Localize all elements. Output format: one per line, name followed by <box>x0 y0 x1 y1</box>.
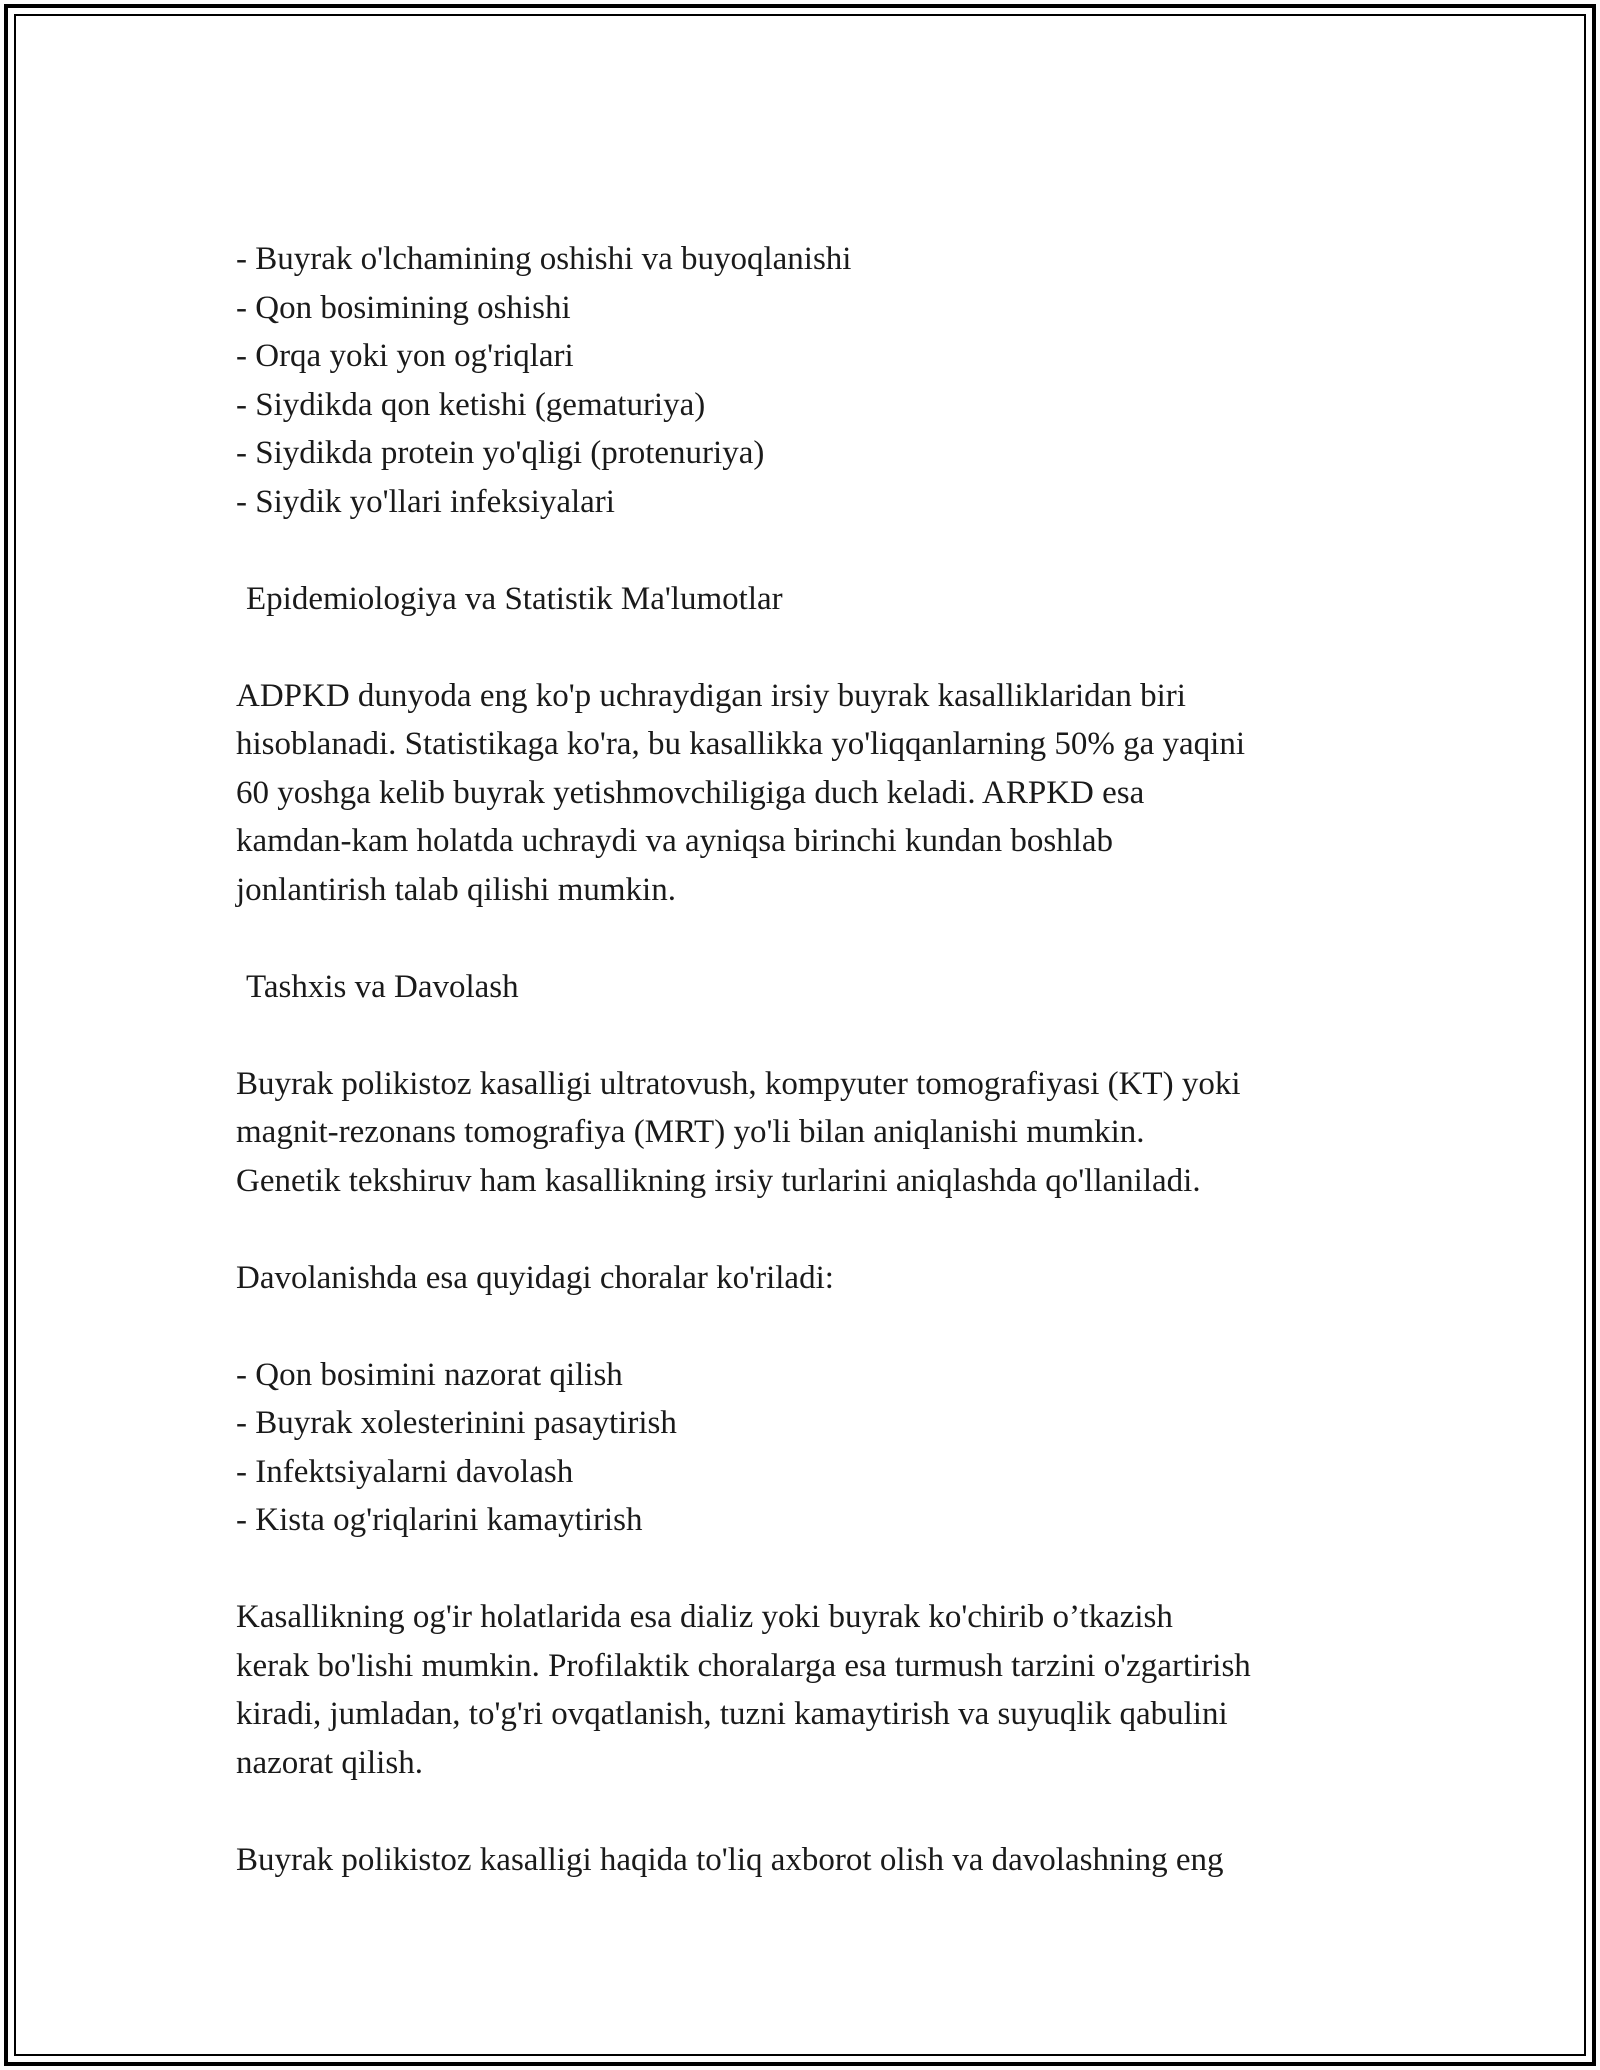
paragraph-line: kamdan-kam holatda uchraydi va ayniqsa birinchi kundan boshlab <box>236 823 1113 859</box>
spacer <box>236 1302 1386 1351</box>
treatment-item: - Buyrak xolesterinini pasaytirish <box>236 1405 677 1441</box>
closing-paragraph <box>236 1836 1386 1885</box>
treatment-intro: Davolanishda esa quyidagi choralar ko'riladi: <box>236 1259 834 1296</box>
severe-cases-paragraph <box>236 1593 1386 1787</box>
symptom-item: - Siydikda protein yo'qligi (protenuriya) <box>236 435 765 471</box>
document-body <box>236 235 1386 1884</box>
spacer <box>236 526 1386 575</box>
treatment-item: - Qon bosimini nazorat qilish <box>236 1356 623 1393</box>
paragraph-line: kiradi, jumladan, to'g'ri ovqatlanish, tuzni kamaytirish va suyuqlik qabulini <box>236 1696 1228 1732</box>
spacer <box>236 1787 1386 1836</box>
paragraph-line: Buyrak polikistoz kasalligi haqida to'liq axborot olish va davolashning eng <box>236 1841 1224 1878</box>
treatment-item: - Infektsiyalarni davolash <box>236 1453 574 1490</box>
paragraph-line: Kasallikning og'ir holatlarida esa dializ yoki buyrak ko'chirib o’tkazish <box>236 1599 1173 1635</box>
paragraph-line: Buyrak polikistoz kasalligi ultratovush, kompyuter tomografiyasi (KT) yoki <box>236 1065 1241 1102</box>
epidemiology-paragraph <box>236 672 1386 915</box>
symptom-item: - Orqa yoki yon og'riqlari <box>236 338 574 374</box>
treatment-list <box>236 1351 1386 1545</box>
paragraph-line: 60 yoshga kelib buyrak yetishmovchiligiga duch keladi. ARPKD esa <box>236 774 1145 811</box>
paragraph-line: jonlantirish talab qilishi mumkin. <box>236 871 676 908</box>
symptom-item: - Buyrak o'lchamining oshishi va buyoqlanishi <box>236 241 852 277</box>
paragraph-line: kerak bo'lishi mumkin. Profilaktik choralarga esa turmush tarzini o'zgartirish <box>236 1647 1251 1684</box>
treatment-item: - Kista og'riqlarini kamaytirish <box>236 1502 643 1538</box>
spacer <box>236 1545 1386 1594</box>
diagnosis-heading: Tashxis va Davolash <box>246 968 519 1005</box>
paragraph-line: magnit-rezonans tomografiya (MRT) yo'li bilan aniqlanishi mumkin. <box>236 1114 1145 1150</box>
diagnosis-paragraph <box>236 1060 1386 1206</box>
paragraph-line: hisoblanadi. Statistikaga ko'ra, bu kasallikka yo'liqqanlarning 50% ga yaqini <box>236 726 1246 762</box>
symptom-item: - Siydik yo'llari infeksiyalari <box>236 483 615 520</box>
paragraph-line: nazorat qilish. <box>236 1744 423 1781</box>
paragraph-line: Genetik tekshiruv ham kasallikning irsiy turlarini aniqlashda qo'llaniladi. <box>236 1162 1201 1199</box>
symptoms-list <box>236 235 1386 526</box>
spacer <box>236 914 1386 963</box>
spacer <box>236 623 1386 672</box>
paragraph-line: ADPKD dunyoda eng ko'p uchraydigan irsiy buyrak kasalliklaridan biri <box>236 677 1186 714</box>
spacer <box>236 1205 1386 1254</box>
spacer <box>236 1011 1386 1060</box>
symptom-item: - Qon bosimining oshishi <box>236 289 571 326</box>
symptom-item: - Siydikda qon ketishi (gematuriya) <box>236 386 706 423</box>
epidemiology-heading: Epidemiologiya va Statistik Ma'lumotlar <box>246 580 783 617</box>
